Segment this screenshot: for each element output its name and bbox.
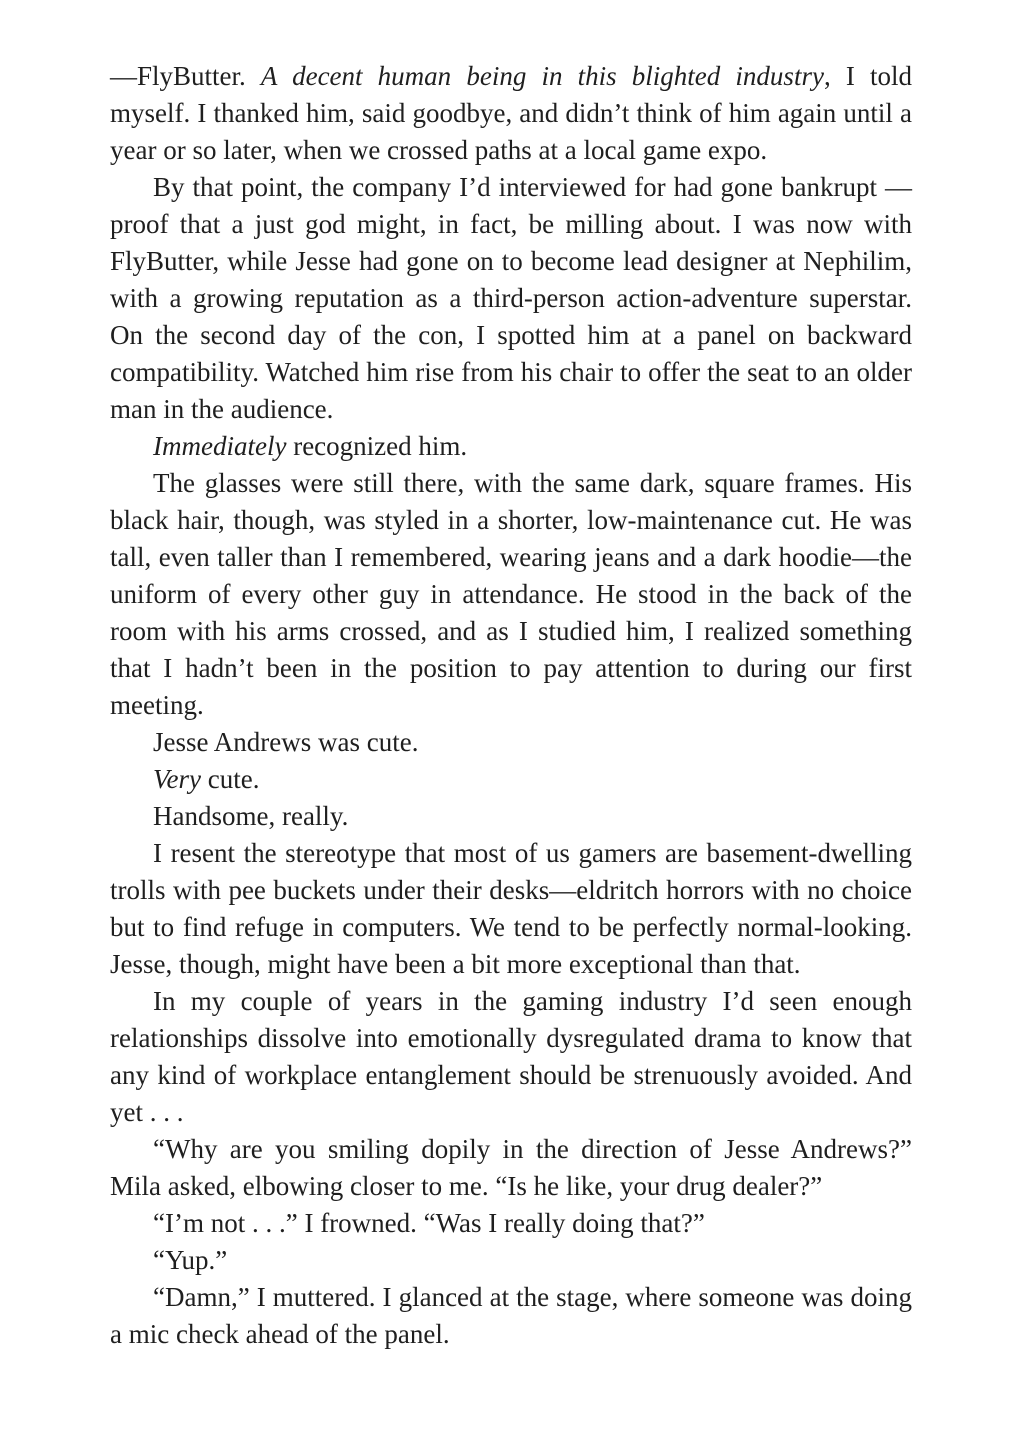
paragraph-10 <box>110 1131 912 1205</box>
text-run: “Yup.” <box>153 1245 228 1275</box>
paragraph-1 <box>110 58 912 169</box>
text-run: “Damn,” I muttered. I glanced at the stage, where someone was doing a mic check ahead of the panel. <box>110 1282 912 1349</box>
text-run: Jesse Andrews was cute. <box>153 727 419 757</box>
text-run: recognized him. <box>286 431 468 461</box>
paragraph-3 <box>110 428 912 465</box>
text-run: The glasses were still there, with the same dark, square frames. His black hair, though, was styled in a shorter, low-maintenance cut. He was tall, even taller than I remembered, wearing jeans and a dark hoodie—the uniform of every other guy in attendance. He stood in the back of the room with his arms crossed, and as I studied him, I realized something that I hadn’t been in the position to pay attention to during our first meeting. <box>110 468 912 720</box>
paragraph-12 <box>110 1242 912 1279</box>
paragraph-2 <box>110 169 912 428</box>
paragraph-5 <box>110 724 912 761</box>
paragraph-6 <box>110 761 912 798</box>
italic-text-run: Very <box>153 764 201 794</box>
text-run: In my couple of years in the gaming industry I’d seen enough relationships dissolve into emotionally dysregulated drama to know that any kind of workplace entanglement should be strenuously avoided. And yet . . . <box>110 986 912 1127</box>
text-run: , I told myself. I thanked him, said goodbye, and didn’t think of him again until a year or so later, when we crossed paths at a local game expo. <box>110 61 912 165</box>
paragraph-11 <box>110 1205 912 1242</box>
text-run: cute. <box>200 764 260 794</box>
paragraph-13 <box>110 1279 912 1353</box>
text-run: By that point, the company I’d interviewed for had gone bankrupt —proof that a just god might, in fact, be milling about. I was now with FlyButter, while Jesse had gone on to become lead designer at Nephilim, with a growing reputation as a third-person action-adventure superstar. On the second day of the con, I spotted him at a panel on backward compatibility. Watched him rise from his chair to offer the seat to an older man in the audience. <box>110 172 912 424</box>
paragraph-8 <box>110 835 912 983</box>
text-run: “Why are you smiling dopily in the direction of Jesse Andrews?” Mila asked, elbowing closer to me. “Is he like, your drug dealer?” <box>110 1134 912 1201</box>
text-run: “I’m not . . .” I frowned. “Was I really doing that?” <box>153 1208 705 1238</box>
text-run: —FlyButter. <box>110 61 261 91</box>
text-run: Handsome, really. <box>153 801 349 831</box>
text-run: I resent the stereotype that most of us gamers are basement-dwelling trolls with pee buckets under their desks—eldritch horrors with no choice but to find refuge in computers. We tend to be perfectly normal-looking. Jesse, though, might have been a bit more exceptional than that. <box>110 838 912 979</box>
italic-text-run: A decent human being in this blighted industry <box>260 61 824 91</box>
paragraph-7 <box>110 798 912 835</box>
book-page-text <box>110 58 912 1353</box>
paragraph-4 <box>110 465 912 724</box>
italic-text-run: Immediately <box>153 431 287 461</box>
paragraph-9 <box>110 983 912 1131</box>
